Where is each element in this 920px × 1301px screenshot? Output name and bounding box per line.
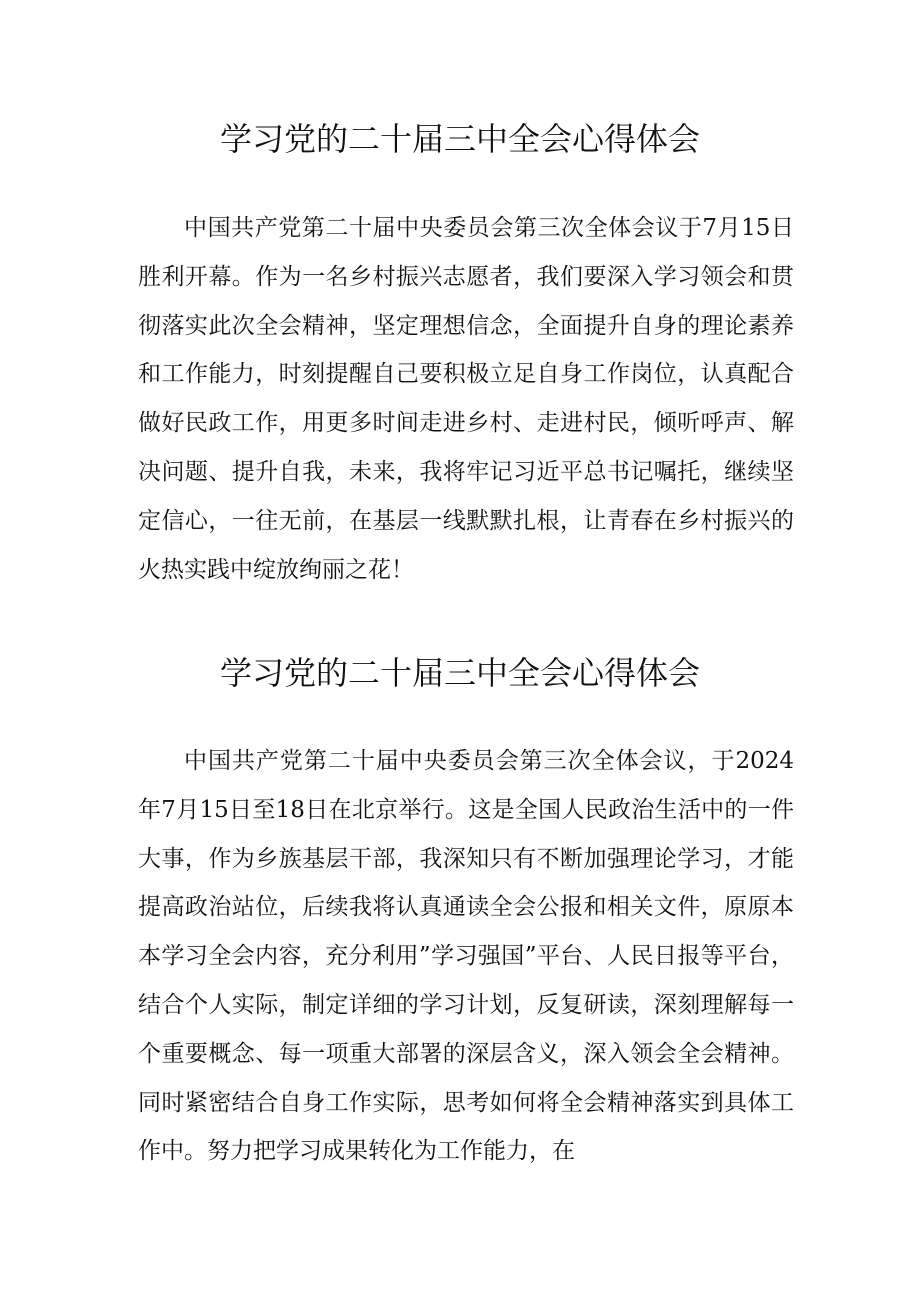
section-2-title: 学习党的二十届三中全会心得体会 (219, 654, 700, 692)
section-1-body: 中国共产党第二十届中央委员会第三次全体会议于7月15日胜利开幕。作为一名乡村振兴志愿者，我们要深入学习领会和贯彻落实此次全会精神，坚定理想信念，全面提升自身的理论素养和工作能力，时刻提醒自己要积极立足自身工作岗位，认真配合做好民政工作，用更多时间走进乡村、走进村民，倾听呼声、解决问题、提升自我，未来，我将牢记习近平总书记嘱托，继续坚定信心，一往无前，在基层一线默默扎根，让青春在乡村振兴的火热实践中绽放绚丽之花！ (138, 215, 794, 583)
section-2-body: 中国共产党第二十届中央委员会第三次全体会议，于2024年7月15日至18日在北京举行。这是全国人民政治生活中的一件大事，作为乡族基层干部，我深知只有不断加强理论学习，才能提高政治站位，后续我将认真通读全会公报和相关文件，原原本本学习全会内容，充分利用”学习强国”平台、人民日报等平台，结合个人实际，制定详细的学习计划，反复研读，深刻理解每一个重要概念、每一项重大部署的深层含义，深入领会全会精神。同时紧密结合自身工作实际，思考如何将全会精神落实到具体工作中。努力把学习成果转化为工作能力，在 (138, 748, 794, 1165)
section-1-title: 学习党的二十届三中全会心得体会 (219, 120, 700, 158)
